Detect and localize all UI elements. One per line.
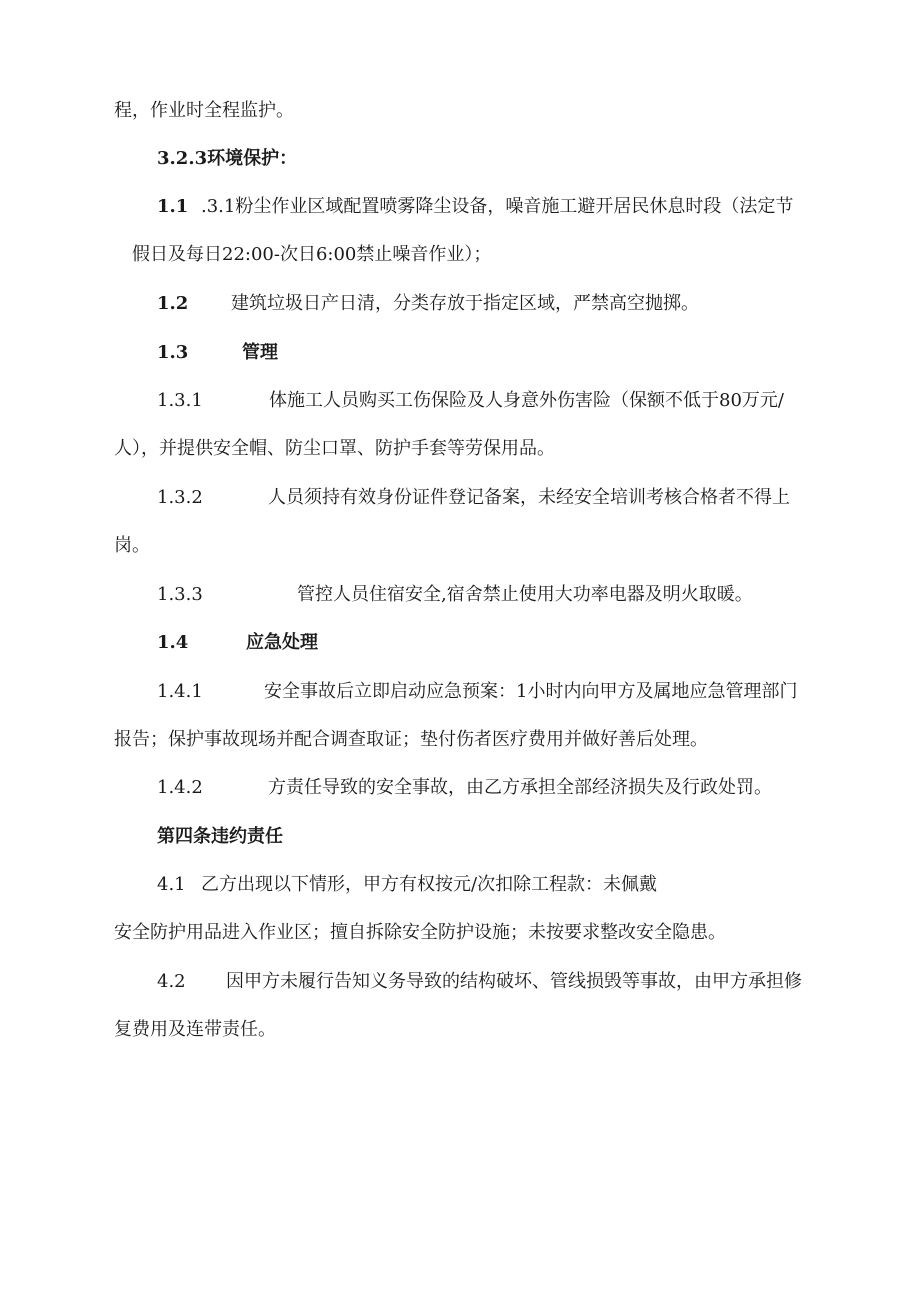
clause-1-4-2	[157, 776, 772, 800]
clause-number: 1.1	[157, 196, 189, 217]
clause-1-3	[157, 341, 278, 365]
clause-number: 1.2	[157, 293, 189, 314]
clause-1-1	[157, 195, 793, 219]
body-text: 安全防护用品进入作业区；擅自拆除安全防护设施；未按要求整改安全隐患。	[114, 922, 726, 943]
paragraph-line	[114, 534, 150, 558]
clause-text: 建筑垃圾日产日清，分类存放于指定区域，严禁高空抛掷。	[231, 293, 699, 314]
heading-text: 3.2.3环境保护：	[157, 148, 298, 169]
clause-number: 1.4.2	[157, 777, 203, 798]
clause-number: 1.3.3	[157, 584, 203, 605]
clause-number: 4.1	[157, 874, 186, 895]
clause-number: 1.4	[157, 632, 189, 653]
paragraph-line	[114, 921, 726, 945]
paragraph-line	[114, 728, 708, 752]
clause-text: .3.1粉尘作业区域配置喷雾降尘设备，噪音施工避开居民休息时段（法定节	[201, 196, 794, 217]
clause-1-3-2	[157, 486, 790, 510]
paragraph-line	[114, 99, 294, 123]
clause-text: 体施工人员购买工伤保险及人身意外伤害险（保额不低于80万元/	[269, 390, 784, 411]
clause-number: 1.3.1	[157, 390, 203, 411]
clause-1-3-1	[157, 389, 784, 413]
clause-1-3-3	[157, 583, 753, 607]
body-text: 岗。	[114, 535, 150, 556]
body-text: 复费用及连带责任。	[114, 1019, 276, 1040]
paragraph-line	[114, 1018, 276, 1042]
paragraph-line	[114, 437, 555, 461]
clause-text: 人员须持有效身份证件登记备案，未经安全培训考核合格者不得上	[268, 487, 790, 508]
clause-number: 1.4.1	[157, 681, 203, 702]
section-heading	[157, 147, 297, 171]
clause-4-2	[157, 970, 802, 994]
heading-text: 第四条违约责任	[157, 826, 283, 847]
clause-number: 1.3	[157, 342, 189, 363]
clause-text: 管控人员住宿安全,宿舍禁止使用大功率电器及明火取暖。	[297, 584, 753, 605]
body-text: 假日及每日22:00-次日6:00禁止噪音作业）；	[132, 244, 492, 265]
clause-text: 因甲方未履行告知义务导致的结构破坏、管线损毁等事故，由甲方承担修	[226, 971, 802, 992]
paragraph-line	[132, 243, 491, 267]
clause-4-1	[157, 873, 657, 897]
clause-text: 方责任导致的安全事故，由乙方承担全部经济损失及行政处罚。	[268, 777, 772, 798]
clause-1-2	[157, 292, 699, 316]
body-text: 人），并提供安全帽、防尘口罩、防护手套等劳保用品。	[114, 438, 555, 459]
article-heading	[157, 825, 283, 849]
clause-1-4	[157, 631, 318, 655]
clause-number: 4.2	[157, 971, 186, 992]
body-text: 报告；保护事故现场并配合调查取证；垫付伤者医疗费用并做好善后处理。	[114, 729, 708, 750]
clause-number: 1.3.2	[157, 487, 203, 508]
clause-text: 安全事故后立即启动应急预案：1小时内向甲方及属地应急管理部门	[264, 681, 798, 702]
clause-text: 乙方出现以下情形，甲方有权按元/次扣除工程款：未佩戴	[201, 874, 658, 895]
clause-heading: 应急处理	[246, 632, 318, 653]
clause-heading: 管理	[242, 342, 278, 363]
body-text: 程，作业时全程监护。	[114, 100, 294, 121]
clause-1-4-1	[157, 680, 797, 704]
